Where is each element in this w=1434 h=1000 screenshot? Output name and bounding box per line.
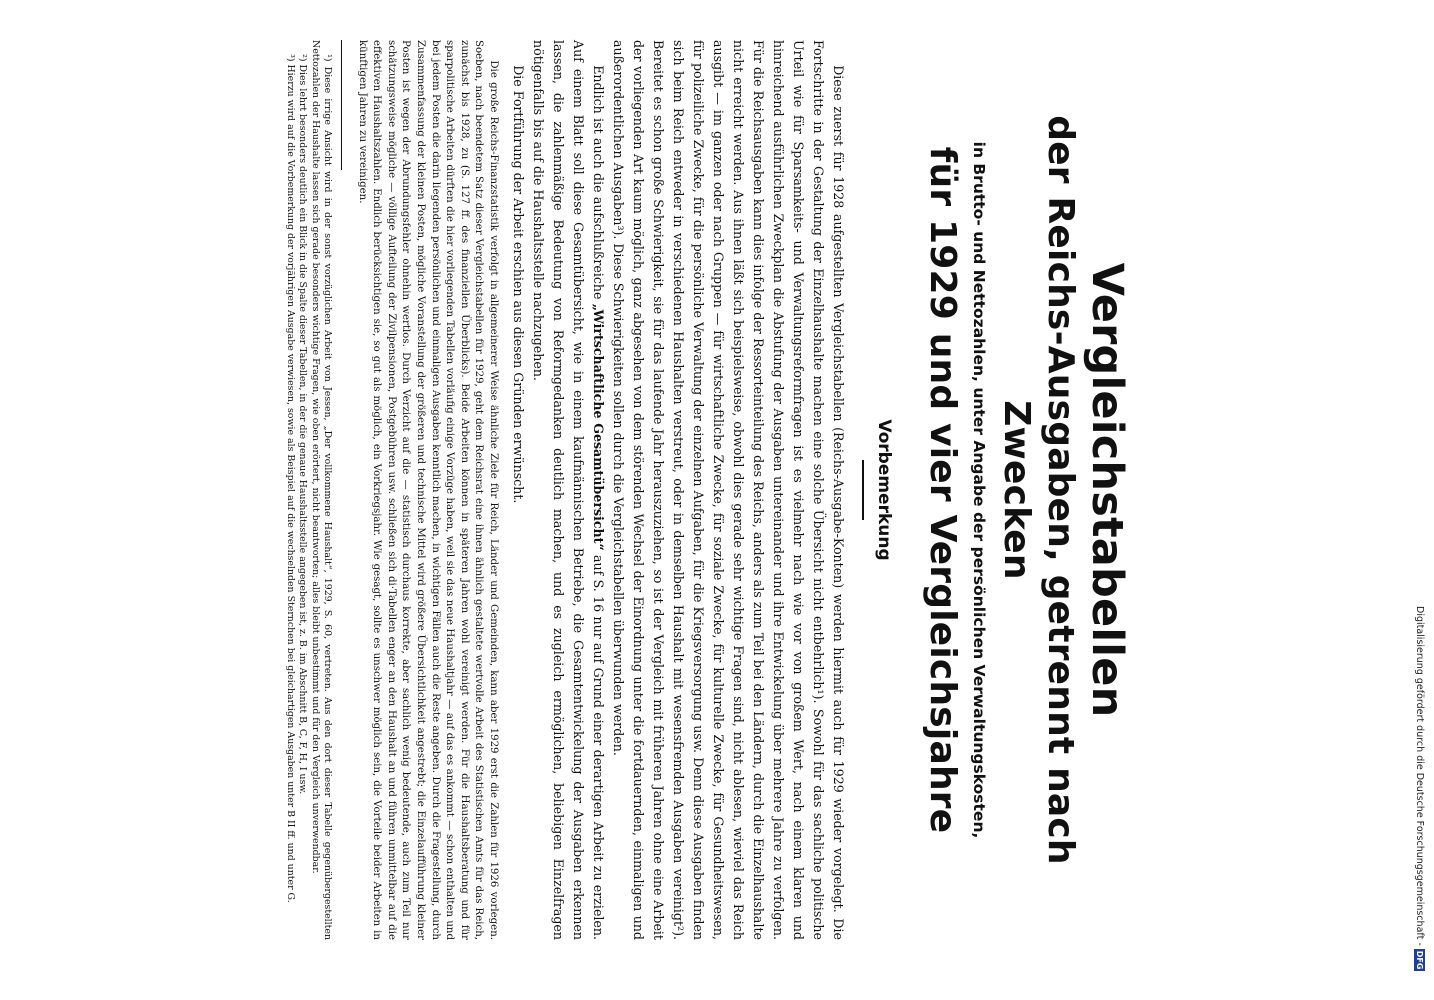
paragraph-1: Diese zuerst für 1928 aufgestellten Vergleichstabellen (Reichs-Ausgabe-Konten) werden hiermit auch für 1929 wieder vorgelegt. Die Fortschritte in der Gestaltung der Einzelhaushalte machen eine solche Übersicht nicht entbehrlich¹). Sowohl für das sachliche politische Urteil wie für Sparsamkeits- und Verwaltungsreformfragen ist es vielmehr nach wie vor von großem Wert, nach einem klaren und hinreichend ausführlichen Zweckplan die Abstufung der Ausgaben untereinander und ihre Entwickelung über mehrere Jahre zu verfolgen. Für die Reichsausgaben kann dies infolge der Ressorteinteilung des Reichs, anders als zum Teil bei den Ländern, durch die Einzelhaushalte nicht erreicht werden. Aus ihnen läßt sich beispielsweise, obwohl dies gerade sehr wichtige Fragen sind, nicht ablesen, wieviel das Reich ausgibt — im ganzen oder nach Gruppen — für wirtschaftliche Zwecke, für soziale Zwecke, für kulturelle Zwecke, für Gesundheitswesen, für polizeiliche Zwecke, für die persönliche Verwaltung der einzelnen Aufgaben, für die Kriegsversorgung usw. Denn diese Ausgaben finden sich beim Reich entweder in verschiedenen Haushalten verstreut, oder in demselben Haushalt mit wesensfremden Ausgaben vereinigt²). Bereitet es schon große Schwierigkeit, sie für das laufende Jahr herauszuziehen, so ist der Vergleich mit früheren Jahren ohne eine Arbeit der vorliegenden Art kaum möglich, ganz abgesehen von dem störenden Wechsel der Einordnung unter die fortdauernden, einmaligen und außerordentlichen Ausgaben³). Diese Schwierigkeiten sollen durch die Vergleichstabellen überwunden werden. (611, 40, 846, 940)
footnote-divider (341, 40, 342, 170)
paragraph-2-rest: auf S. 16 nur auf Grund einer derartigen Arbeit zu erzielen. Auf einem Blatt soll diese Gesamtübersicht, wie in einem kaufmännischen Betriebe, die Gesamtentwickelung der Ausgaben erkennen lassen, die zahlenmäßige Bedeutung von Reformgedanken deutlich machen, und es zugleich ermöglichen, beliebigen Einzelfragen nötigenfalls bis auf die Haushaltsstelle nachzugehen. (531, 40, 606, 940)
footnote-1: ¹) Diese irrige Ansicht wird in der sonst vorzüglichen Arbeit von Jessen, „Der vollkommene Haushalt“, 1929, S. 60, vertreten. Aus den dort dieser Tabelle gegenübergestellten Nettozahlen der Haushalte lassen sich gerade besonders wichtige Fragen, wie oben erörtert, nicht beantworten; alles bleibt unbestimmt und für den Vergleich unverwendbar. (309, 40, 334, 940)
paragraph-3: Die Fortführung der Arbeit erschien aus diesen Gründen erwünscht. (511, 65, 526, 504)
title-third-line: für 1929 und vier Vergleichsjahre (922, 146, 963, 834)
dfg-logo: DFG (1415, 950, 1424, 970)
paragraph-2 (528, 40, 608, 940)
section-heading-vorbemerkung: Vorbemerkung (874, 419, 894, 561)
paragraph-2-emphasis: „Wirtschaftliche Gesamtübersicht“ (591, 303, 606, 551)
footnote-3: ³) Hierzu wird auf die Vorbemerkung der vorjährigen Ausgabe verwiesen, sowie als Beispiel auf die wechselnden Sternchen bei gleichartigen Ausgaben unter B II ff. und unter G. (284, 54, 296, 903)
paragraph-4: Die große Reichs-Finanzstatistik verfolgt in allgemeinerer Weise ähnliche Ziele für Reich, Länder und Gemeinden, kann aber 1929 erst die Zahlen für 1926 vorlegen. Soeben, nach beendetem Satz dieser Vergleichstabellen für 1929, geht dem Reichsrat eine ihnen ähnlich gestaltete wertvolle Arbeit des Statistischen Amts für das Reich, zunächst bis 1928, zu (S. 127 ff. des finanziellen Überblicks). Beide Arbeiten können in späteren Jahren wohl vereinigt werden. Für die Haushaltsberatung und für sparpolitische Arbeiten dürften die hier vorliegenden Tabellen vorläufig einige Vorzüge haben, weil sie das neue Haushaltjahr — auf das es ankommt — schon enthalten und bei jedem Posten die darin liegenden persönlichen und einmaligen Ausgaben kenntlich machen, in wichtigen Fällen auch die Reste angeben. Durch die Fragestellung, durch Zusammenfassung der kleinen Posten, mögliche Voranstellung der größeren und technische Mittel wird größere Übersichtlichkeit angestrebt; die Einzelaufführung kleiner Posten ist wegen der Abrundungsfehler ohnehin wertlos. Durch Verzicht auf die — statistisch durchaus korrekte, aber sachlich wenig bedeutende, auch zum Teil nur schätzungsweise mögliche — völlige Aufteilung der Zivilpensionen, Postgebühren usw. schließen sich di·Tabellen enger an den Haushalt an und führen unmittelbar auf die effektiven Haushaltszahlen. Endlich berücksichtigen sie, so gut als möglich, ein Vorkriegsjahr. Wie gesagt, sollte es unschwer möglich sein, die Vorteile beider Arbeiten in künftigen Jahren zu vereinigen. (356, 40, 499, 940)
digitization-credit (1412, 0, 1426, 1000)
subtitle: in Brutto- und Nettozahlen, unter Angabe der persönlichen Verwaltungskosten, (970, 141, 988, 839)
heading-divider (862, 460, 864, 520)
digitization-credit-text: Digitalisierung gefördert durch die Deutsche Forschungsgemeinschaft - (1414, 606, 1425, 946)
paragraph-2-start: Endlich ist auch die aufschlußreiche (591, 65, 606, 304)
title-main: Vergleichstabellen (1082, 262, 1132, 718)
footnote-2: ²) Dies lehrt besonders deutlich ein Blick in die Spalte dieser Tabellen, in der die genaue Haushaltsstelle angegeben ist, z. B. im Abschnitt B, C, F, H, I usw. (297, 54, 309, 795)
title-second-line: der Reichs-Ausgaben, getrennt nach Zwecken (996, 115, 1081, 865)
